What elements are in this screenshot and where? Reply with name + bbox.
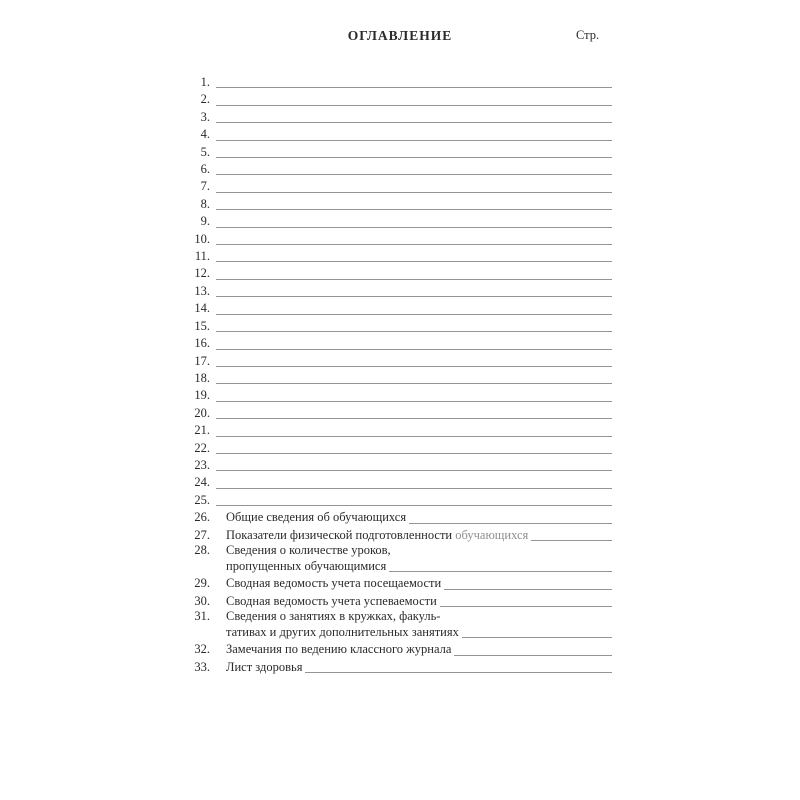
blank-underline [216, 296, 612, 297]
toc-entry-5 [180, 144, 612, 161]
blank-underline [440, 606, 612, 607]
toc-entry-9 [180, 213, 612, 230]
entry-number: 24. [194, 475, 210, 490]
entry-number: 18. [194, 370, 210, 385]
entry-number: 27. [194, 527, 210, 542]
blank-underline [531, 540, 612, 541]
entry-number: 29. [194, 576, 210, 591]
blank-underline [216, 436, 612, 437]
blank-underline [216, 488, 612, 489]
entry-number: 33. [194, 659, 210, 674]
toc-entry-17 [180, 353, 612, 370]
blank-underline [216, 157, 612, 158]
blank-underline [454, 655, 612, 656]
blank-underline [216, 314, 612, 315]
entry-title: пропущенных обучающимися [226, 558, 387, 573]
entry-number: 20. [194, 405, 210, 420]
entry-number [180, 558, 216, 575]
page-title: ОГЛАВЛЕНИЕ [347, 28, 453, 43]
blank-underline [216, 140, 612, 141]
entry-number: 23. [194, 457, 210, 472]
toc-entry-14 [180, 300, 612, 317]
toc-entry-4 [180, 126, 612, 143]
entry-number: 14. [194, 301, 210, 316]
entry-number: 11. [194, 249, 210, 264]
toc-entry-15 [180, 318, 612, 335]
toc-list [180, 74, 612, 676]
toc-entry-6 [180, 161, 612, 178]
blank-underline [216, 505, 612, 506]
blank-underline [216, 401, 612, 402]
entry-number: 28. [194, 542, 210, 557]
entry-title: тативах и других дополнительных занятиях [226, 624, 459, 639]
entry-title: Сводная ведомость учета успеваемости [226, 593, 437, 608]
toc-entry-2 [180, 91, 612, 108]
entry-number: 19. [194, 388, 210, 403]
entry-title: Сведения о количестве уроков, [226, 542, 391, 557]
blank-underline [216, 453, 612, 454]
toc-entry-28 [180, 544, 612, 558]
entry-number: 32. [194, 642, 210, 657]
toc-entry-21 [180, 422, 612, 439]
toc-entry-29 [180, 575, 612, 592]
toc-entry-23 [180, 457, 612, 474]
blank-underline [216, 105, 612, 106]
blank-underline [216, 261, 612, 262]
toc-entry-8 [180, 196, 612, 213]
entry-number: 2. [200, 92, 210, 107]
toc-entry-20 [180, 405, 612, 422]
blank-underline [216, 418, 612, 419]
entry-title: Лист здоровья [226, 659, 303, 674]
toc-entry-1 [180, 74, 612, 91]
entry-number: 25. [194, 492, 210, 507]
blank-underline [216, 331, 612, 332]
entry-title: Показатели физической подготовленности обучающихся [226, 527, 529, 542]
entry-title: Сводная ведомость учета посещаемости [226, 576, 442, 591]
toc-entry-19 [180, 387, 612, 404]
entry-title: Сведения о занятиях в кружках, факуль- [226, 608, 441, 623]
entry-number: 30. [194, 593, 210, 608]
blank-underline [216, 366, 612, 367]
toc-entry-31-cont [180, 624, 612, 641]
entry-number: 10. [194, 231, 210, 246]
blank-underline [216, 470, 612, 471]
toc-entry-22 [180, 440, 612, 457]
entry-number: 31. [194, 608, 210, 623]
blank-underline [216, 279, 612, 280]
toc-entry-27 [180, 527, 612, 544]
entry-number: 12. [194, 266, 210, 281]
toc-entry-3 [180, 109, 612, 126]
entry-number: 4. [200, 127, 210, 142]
entry-title: Замечания по ведению классного журнала [226, 642, 452, 657]
toc-entry-25 [180, 492, 612, 509]
toc-entry-26 [180, 509, 612, 526]
entry-number: 7. [200, 179, 210, 194]
blank-underline [444, 589, 612, 590]
blank-underline [216, 122, 612, 123]
blank-underline [389, 571, 612, 572]
blank-underline [216, 244, 612, 245]
entry-number: 16. [194, 336, 210, 351]
toc-entry-31 [180, 610, 612, 624]
entry-number: 15. [194, 318, 210, 333]
toc-entry-7 [180, 178, 612, 195]
toc-entry-33 [180, 659, 612, 676]
blank-underline [216, 227, 612, 228]
entry-number: 26. [194, 510, 210, 525]
entry-number: 3. [200, 109, 210, 124]
entry-number: 9. [200, 214, 210, 229]
page-number-column-label: Стр. [576, 28, 600, 42]
blank-underline [216, 192, 612, 193]
blank-underline [216, 174, 612, 175]
toc-entry-12 [180, 265, 612, 282]
toc-entry-10 [180, 231, 612, 248]
toc-entry-18 [180, 370, 612, 387]
blank-underline [305, 672, 612, 673]
toc-entry-28-cont [180, 558, 612, 575]
blank-underline [216, 383, 612, 384]
toc-entry-11 [180, 248, 612, 265]
blank-underline [216, 209, 612, 210]
entry-number: 17. [194, 353, 210, 368]
entry-number: 21. [194, 423, 210, 438]
blank-underline [462, 637, 612, 638]
toc-entry-16 [180, 335, 612, 352]
entry-number: 13. [194, 283, 210, 298]
toc-entry-32 [180, 641, 612, 658]
blank-underline [216, 349, 612, 350]
entry-number: 22. [194, 440, 210, 455]
entry-number: 1. [200, 75, 210, 89]
entry-number [180, 624, 216, 641]
toc-entry-24 [180, 474, 612, 491]
entry-number: 5. [200, 144, 210, 159]
entry-number: 8. [200, 196, 210, 211]
toc-entry-30 [180, 593, 612, 610]
toc-entry-13 [180, 283, 612, 300]
blank-underline [216, 87, 612, 88]
entry-number: 6. [200, 162, 210, 177]
blank-underline [409, 523, 612, 524]
entry-title: Общие сведения об обучающихся [226, 510, 407, 525]
page-header [0, 27, 800, 45]
